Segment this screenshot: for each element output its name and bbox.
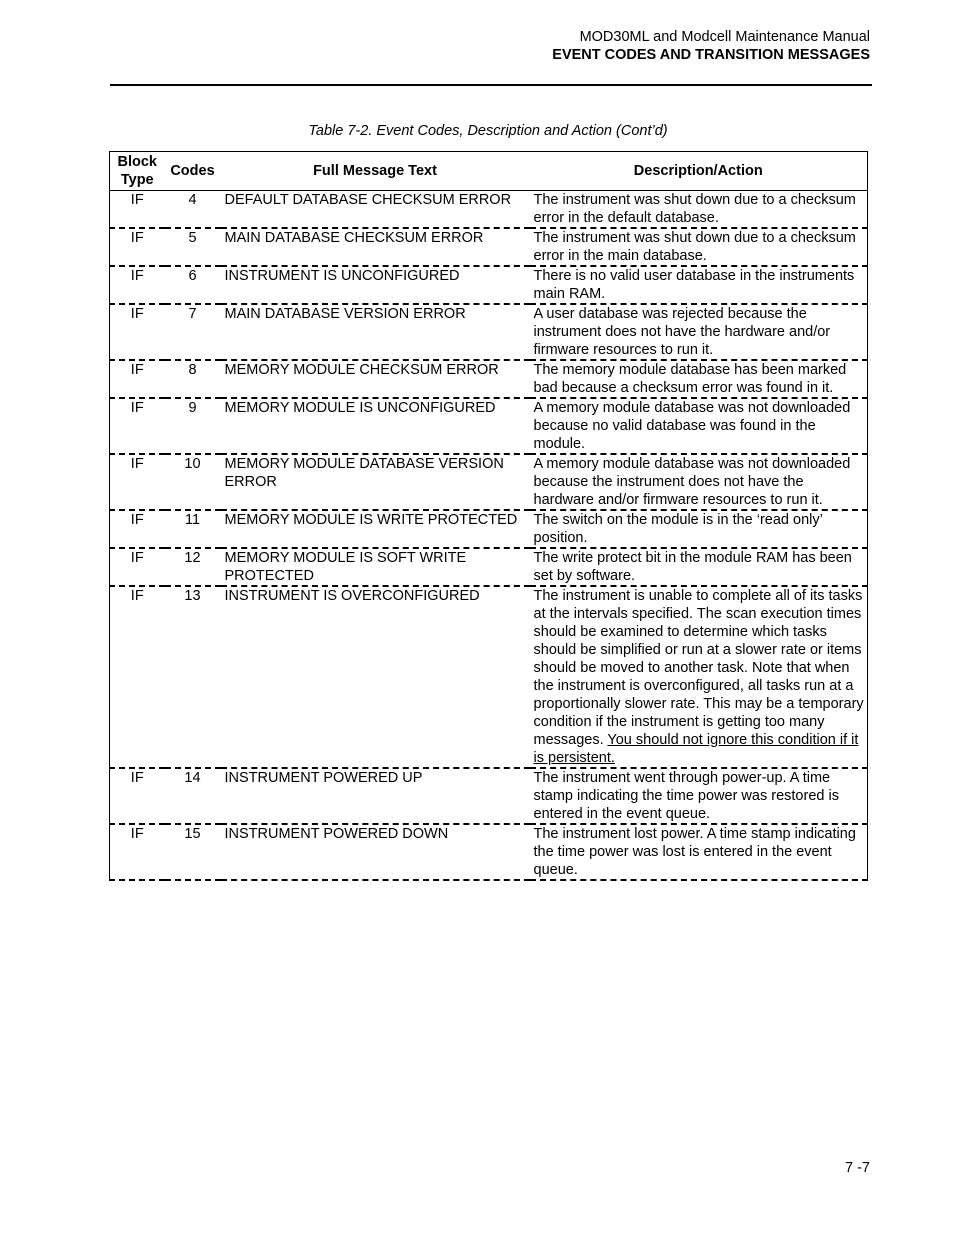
- message-cell: MEMORY MODULE DATABASE VERSION ERROR: [221, 454, 530, 510]
- description-text: The instrument lost power. A time stamp indicating the time power was lost is entered in the event queue.: [533, 826, 856, 878]
- message-cell: INSTRUMENT IS UNCONFIGURED: [221, 266, 530, 304]
- description-cell: [530, 586, 868, 768]
- table-row: [110, 191, 868, 229]
- description-text: The instrument went through power-up. A time stamp indicating the time power was restored is entered in the event queue.: [533, 770, 839, 822]
- block-type-cell: IF: [110, 191, 165, 229]
- description-cell: [530, 304, 868, 360]
- description-cell: [530, 266, 868, 304]
- message-cell: MEMORY MODULE CHECKSUM ERROR: [221, 360, 530, 398]
- column-header-message: Full Message Text: [221, 152, 530, 191]
- table-row: [110, 768, 868, 824]
- table-row: [110, 304, 868, 360]
- message-cell: MEMORY MODULE IS WRITE PROTECTED: [221, 510, 530, 548]
- description-cell: [530, 454, 868, 510]
- column-header-codes: Codes: [165, 152, 221, 191]
- table-row: [110, 360, 868, 398]
- description-cell: [530, 768, 868, 824]
- column-header-description: Description/Action: [530, 152, 868, 191]
- message-cell: DEFAULT DATABASE CHECKSUM ERROR: [221, 191, 530, 229]
- column-header-block-type: Block Type: [110, 152, 165, 191]
- block-type-cell: IF: [110, 824, 165, 880]
- block-type-cell: IF: [110, 768, 165, 824]
- code-cell: 14: [165, 768, 221, 824]
- description-text: The write protect bit in the module RAM has been set by software.: [533, 550, 852, 584]
- page-number: 7 -7: [845, 1160, 870, 1176]
- block-type-cell: IF: [110, 454, 165, 510]
- description-cell: [530, 824, 868, 880]
- description-text: The switch on the module is in the ‘read only’ position.: [533, 512, 823, 546]
- code-cell: 5: [165, 228, 221, 266]
- code-cell: 10: [165, 454, 221, 510]
- block-type-cell: IF: [110, 510, 165, 548]
- table-row: [110, 548, 868, 586]
- message-cell: INSTRUMENT IS OVERCONFIGURED: [221, 586, 530, 768]
- block-type-cell: IF: [110, 304, 165, 360]
- header-rule: [110, 84, 872, 86]
- description-cell: [530, 510, 868, 548]
- block-type-cell: IF: [110, 266, 165, 304]
- description-text: A memory module database was not downloaded because no valid database was found in the module.: [533, 400, 851, 452]
- description-text: There is no valid user database in the instruments main RAM.: [533, 268, 855, 302]
- table-row: [110, 398, 868, 454]
- block-type-cell: IF: [110, 228, 165, 266]
- table-row: [110, 824, 868, 880]
- description-cell: [530, 548, 868, 586]
- code-cell: 9: [165, 398, 221, 454]
- manual-title: MOD30ML and Modcell Maintenance Manual: [579, 29, 870, 45]
- code-cell: 11: [165, 510, 221, 548]
- block-type-cell: IF: [110, 398, 165, 454]
- page-header: [552, 28, 870, 64]
- event-codes-table: [109, 151, 868, 881]
- table-row: [110, 454, 868, 510]
- block-type-cell: IF: [110, 360, 165, 398]
- table-caption: Table 7-2. Event Codes, Description and Action (Cont’d): [308, 123, 668, 139]
- code-cell: 6: [165, 266, 221, 304]
- message-cell: MAIN DATABASE VERSION ERROR: [221, 304, 530, 360]
- message-cell: MAIN DATABASE CHECKSUM ERROR: [221, 228, 530, 266]
- description-text: A user database was rejected because the instrument does not have the hardware and/or firmware resources to run it.: [533, 306, 831, 358]
- code-cell: 15: [165, 824, 221, 880]
- description-cell: [530, 398, 868, 454]
- code-cell: 12: [165, 548, 221, 586]
- table-row: [110, 510, 868, 548]
- block-type-cell: IF: [110, 548, 165, 586]
- table-row: [110, 586, 868, 768]
- message-cell: MEMORY MODULE IS SOFT WRITE PROTECTED: [221, 548, 530, 586]
- description-underlined-text: You should not ignore this condition if it is persistent.: [533, 732, 859, 766]
- description-text: The instrument was shut down due to a checksum error in the main database.: [533, 230, 856, 264]
- block-type-cell: IF: [110, 586, 165, 768]
- table-header-row: [110, 152, 868, 191]
- code-cell: 13: [165, 586, 221, 768]
- description-text: The memory module database has been marked bad because a checksum error was found in it.: [533, 362, 847, 396]
- message-cell: INSTRUMENT POWERED UP: [221, 768, 530, 824]
- description-cell: [530, 228, 868, 266]
- description-cell: [530, 360, 868, 398]
- table-row: [110, 228, 868, 266]
- section-title: EVENT CODES AND TRANSITION MESSAGES: [552, 47, 870, 63]
- message-cell: INSTRUMENT POWERED DOWN: [221, 824, 530, 880]
- code-cell: 7: [165, 304, 221, 360]
- description-text: The instrument was shut down due to a checksum error in the default database.: [533, 192, 856, 226]
- code-cell: 8: [165, 360, 221, 398]
- message-cell: MEMORY MODULE IS UNCONFIGURED: [221, 398, 530, 454]
- code-cell: 4: [165, 191, 221, 229]
- description-cell: [530, 191, 868, 229]
- description-text: The instrument is unable to complete all of its tasks at the intervals specified. The scan execution times should be examined to determine which tasks should be simplified or run at a slower rate or items should be moved to another task. Note that when the instrument is overconfigured, all tasks run at a proportionally slower rate. This may be a temporary condition if the instrument is getting too many messages.: [533, 588, 864, 748]
- table-row: [110, 266, 868, 304]
- description-text: A memory module database was not downloaded because the instrument does not have the hardware and/or firmware resources to run it.: [533, 456, 851, 508]
